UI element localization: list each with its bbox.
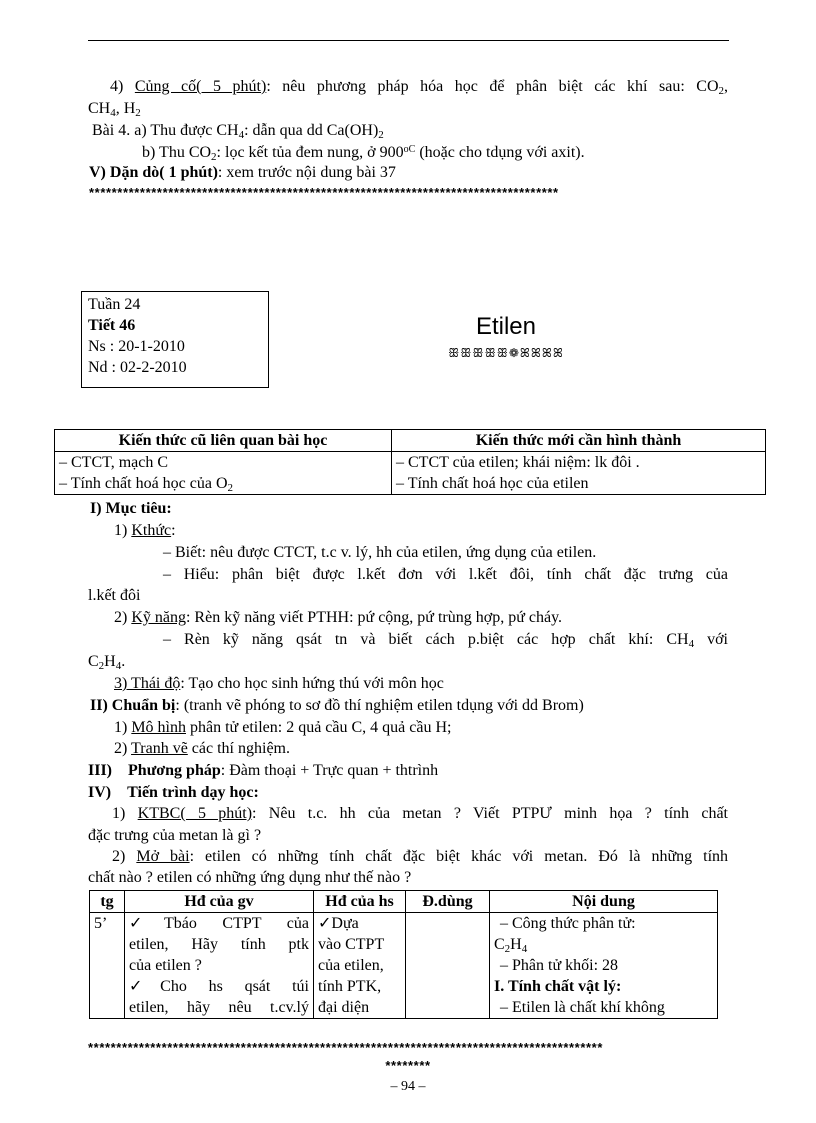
footer-stars: *******************************************************************************************	[88, 1040, 603, 1055]
method-line: III) Phương pháp: Đàm thoại + Trực quan + thtrình	[88, 762, 439, 779]
new-knowledge-cell: – CTCT của etilen; khái niệm: lk đôi . – Tính chất hoá học của etilen	[392, 452, 766, 495]
prep-heading: II) Chuẩn bị: (tranh vẽ phóng to sơ đồ thí nghiệm etilen tdụng với dd Brom)	[90, 697, 584, 714]
new-knowledge-header: Kiến thức mới cần hình thành	[392, 430, 766, 452]
dando-line: V) Dặn dò( 1 phút): xem trước nội dung bài 37	[89, 164, 396, 181]
mobai-cont: chất nào ? etilen có những ứng dụng như thế nào ?	[88, 869, 412, 886]
old-knowledge-cell: – CTCT, mạch C – Tính chất hoá học của $O_2$	[55, 452, 392, 495]
time-cell: 5’	[90, 913, 125, 1019]
page-number: – 94 –	[390, 1079, 426, 1094]
header-rule	[88, 40, 729, 41]
lesson-title: Etilen	[475, 313, 537, 340]
ns-date: Ns : 20-1-2010	[88, 338, 185, 355]
old-knowledge-header: Kiến thức cũ liên quan bài học	[55, 430, 392, 452]
biet-line: – Biết: nêu được CTCT, t.c v. lý, hh của etilen, ứng dụng của etilen.	[163, 544, 597, 561]
attitude-item: 3) Thái độ: Tạo cho học sinh hứng thú với môn học	[114, 675, 444, 692]
ktbc-cont: đặc trưng của metan là gì ?	[88, 827, 262, 844]
teacher-activity-cell: ✓Tbáo CTPT của etilen, Hãy tính ptk của etilen ? ✓Cho hs qsát túi etilen, hãy nêu t.cv.lý	[125, 913, 314, 1019]
objectives-heading: I) Mục tiêu:	[90, 500, 172, 517]
skills-item: 2) Kỹ năng: Rèn kỹ năng viết PTHH: pứ cộng, pứ trùng hợp, pứ cháy.	[114, 609, 563, 626]
skills-cont: $C_2H_4$.	[88, 653, 126, 672]
ktbc-line: 1) KTBC( 5 phút): Nêu t.c. hh của metan ? Viết PTPƯ minh họa ? tính chất	[112, 805, 728, 822]
col-teacher-header: Hđ của gv	[125, 891, 314, 913]
footer-stars-2: ********	[385, 1058, 431, 1073]
prep-item-2: 2) Tranh vẽ các thí nghiệm.	[114, 740, 290, 757]
separator-stars: ***********************************************************************************	[89, 185, 559, 200]
student-activity-cell: ✓Dựa vào CTPT của etilen, tính PTK, đại diện	[314, 913, 406, 1019]
knowledge-item: 1) Kthức:	[114, 522, 176, 539]
hieu-line: – Hiểu: phân biệt được l.kết đơn với l.kết đôi, tính chất đặc trưng của	[163, 566, 728, 583]
title-ornament: ꕥꕥꕥꕥꕥ❁ꕤꕤꕤꕤ	[448, 346, 564, 360]
nd-date: Nd : 02-2-2010	[88, 359, 187, 376]
lesson-label: Tiết 46	[88, 317, 136, 334]
content-cell: – Công thức phân tử: $C_2H_4$ – Phân tử khối: 28 I. Tính chất vật lý: – Etilen là chất khí không	[490, 913, 718, 1019]
col-student-header: Hđ của hs	[314, 891, 406, 913]
skills-line-2: – Rèn kỹ năng qsát tn và biết cách p.biệt các hợp chất khí: $CH_4$ với	[163, 631, 729, 650]
mobai-line: 2) Mở bài: etilen có những tính chất đặc biệt khác với metan. Đó là những tính	[112, 848, 729, 865]
activity-table	[89, 890, 718, 1019]
col-time-header: tg	[90, 891, 125, 913]
cungco-line-2: $CH_4$, $H_2$	[88, 100, 141, 119]
week-label: Tuần 24	[88, 296, 141, 313]
bai4-b: b) Thu $CO_2$: lọc kết tủa đem nung, ở $900^{oC}$ (hoặc cho tdụng với axit).	[142, 144, 585, 163]
knowledge-table	[54, 429, 766, 495]
col-content-header: Nội dung	[490, 891, 718, 913]
tools-cell	[406, 913, 490, 1019]
col-tools-header: Đ.dùng	[406, 891, 490, 913]
prep-item-1: 1) Mô hình phân tử etilen: 2 quả cầu C, 4 quả cầu H;	[114, 719, 452, 736]
bai4-a: Bài 4. a) Thu được $CH_4$: dẫn qua dd $Ca(OH)_2$	[92, 122, 384, 141]
lesson-info-box	[81, 291, 269, 388]
hieu-cont: l.kết đôi	[88, 587, 141, 604]
cungco-line: 4) Củng cố( 5 phút): nêu phương pháp hóa học để phân biệt các khí sau: $CO_2$,	[110, 78, 729, 97]
process-heading: IV) Tiến trình dạy học:	[88, 784, 259, 801]
